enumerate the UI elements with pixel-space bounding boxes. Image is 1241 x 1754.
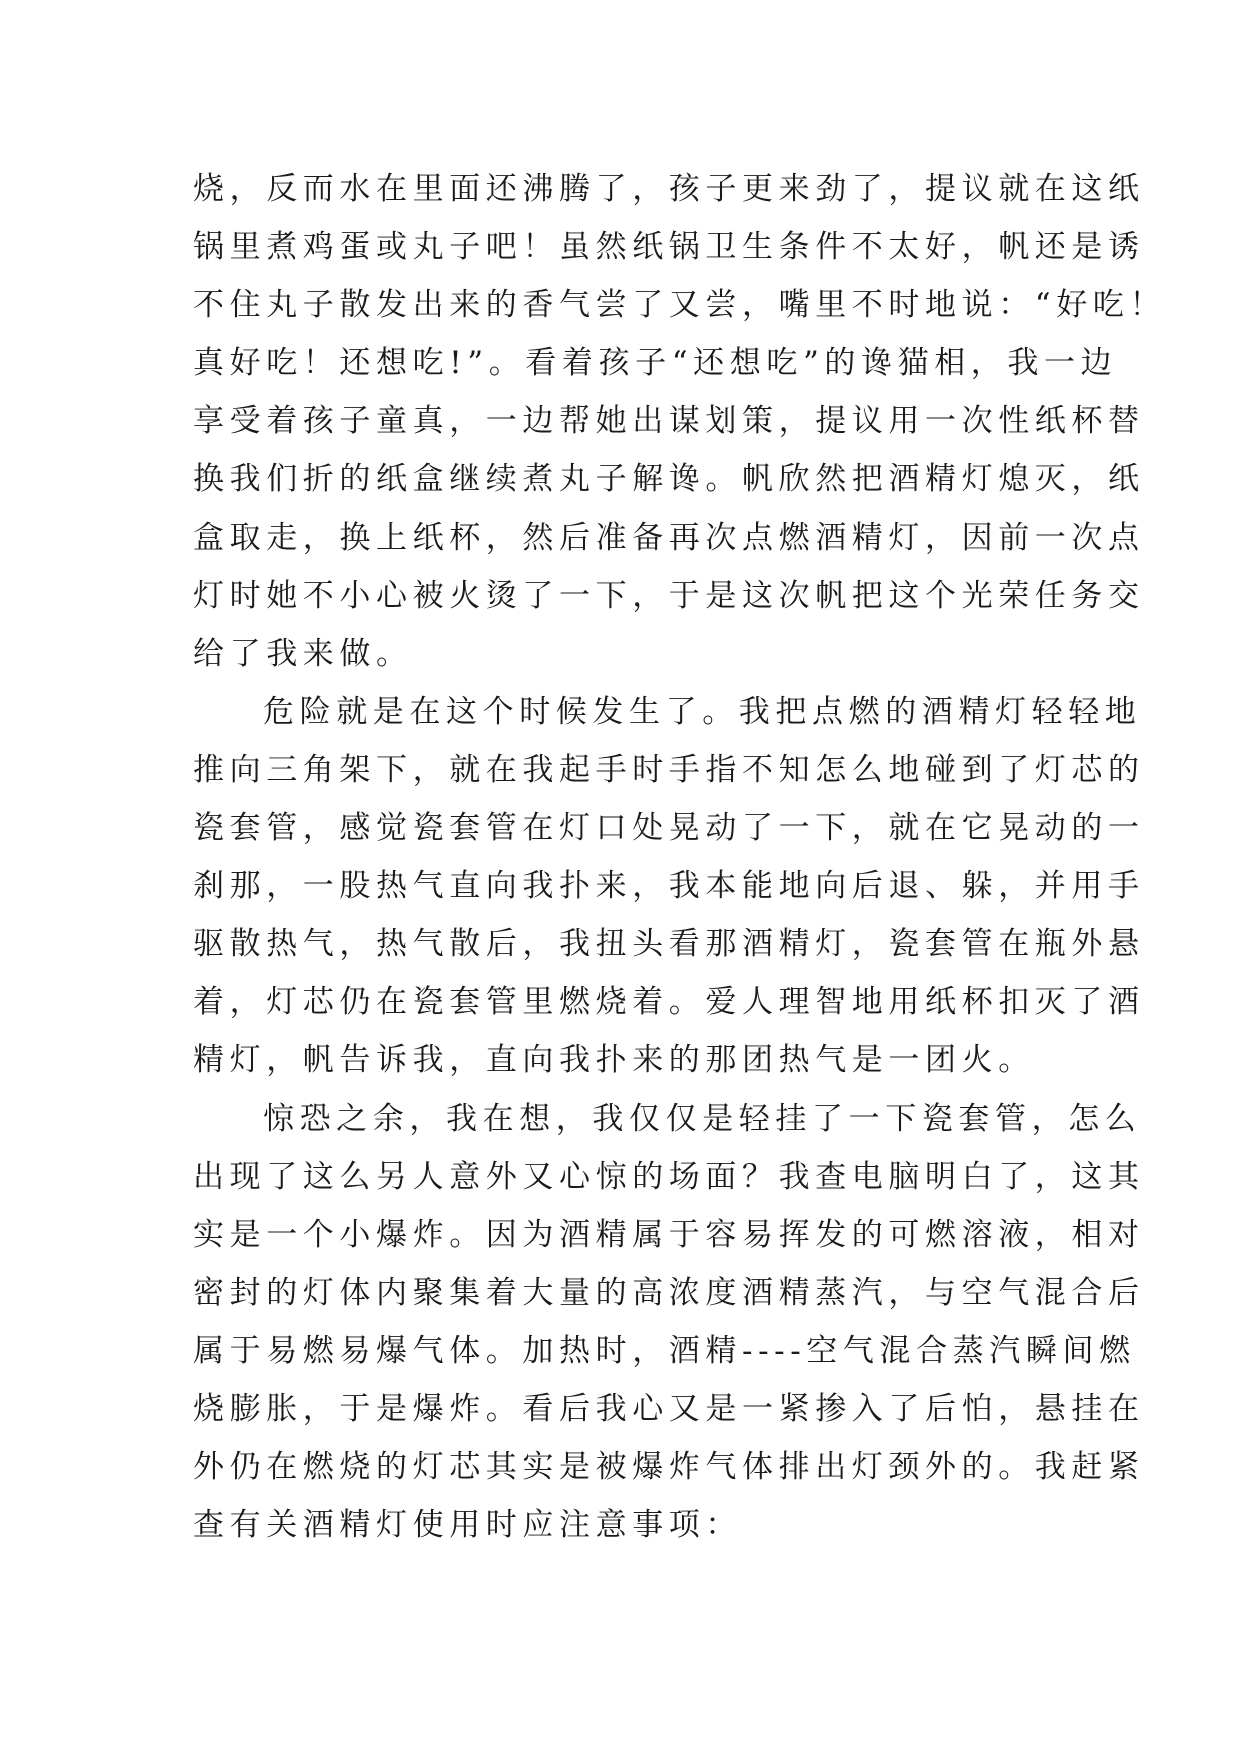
text-line: 密封的灯体内聚集着大量的高浓度酒精蒸汽，与空气混合后 (193, 1274, 1145, 1311)
text-line: 出现了这么另人意外又心惊的场面？我查电脑明白了，这其 (193, 1158, 1145, 1195)
text-line: 外仍在燃烧的灯芯其实是被爆炸气体排出灯颈外的。我赶紧 (193, 1449, 1145, 1486)
text-line: 锅里煮鸡蛋或丸子吧！虽然纸锅卫生条件不太好，帆还是诱 (193, 229, 1145, 266)
text-line: 危险就是在这个时候发生了。我把点燃的酒精灯轻轻地 (263, 693, 1142, 730)
text-line: 属于易燃易爆气体。加热时，酒精----空气混合蒸汽瞬间燃 (193, 1332, 1136, 1369)
paragraph-2 (193, 683, 1145, 1090)
text-line: 给了我来做。 (193, 635, 413, 672)
text-line: 不住丸子散发出来的香气尝了又尝，嘴里不时地说：“好吃！ (193, 287, 1167, 324)
text-line: 精灯，帆告诉我，直向我扑来的那团热气是一团火。 (193, 1042, 1035, 1079)
text-line: 着，灯芯仍在瓷套管里燃烧着。爱人理智地用纸杯扣灭了酒 (193, 984, 1145, 1021)
text-line: 惊恐之余，我在想，我仅仅是轻挂了一下瓷套管，怎么 (263, 1100, 1142, 1137)
text-line: 享受着孩子童真，一边帮她出谋划策，提议用一次性纸杯替 (193, 403, 1145, 440)
paragraph-1 (193, 160, 1167, 683)
text-line: 刹那，一股热气直向我扑来，我本能地向后退、躲，并用手 (193, 868, 1145, 905)
text-line: 真好吃！还想吃!”。看着孩子“还想吃”的谗猫相，我一边 (193, 345, 1118, 382)
text-line: 驱散热气，热气散后，我扭头看那酒精灯，瓷套管在瓶外悬 (193, 926, 1145, 963)
paragraph-3 (193, 1090, 1145, 1555)
text-line: 烧，反而水在里面还沸腾了，孩子更来劲了，提议就在这纸 (193, 171, 1145, 207)
text-line: 查有关酒精灯使用时应注意事项： (193, 1507, 742, 1544)
text-line: 烧膨胀，于是爆炸。看后我心又是一紧掺入了后怕，悬挂在 (193, 1390, 1145, 1427)
body-text (193, 160, 1167, 1554)
text-line: 瓷套管，感觉瓷套管在灯口处晃动了一下，就在它晃动的一 (193, 810, 1145, 847)
text-line: 推向三角架下，就在我起手时手指不知怎么地碰到了灯芯的 (193, 751, 1145, 788)
text-line: 换我们折的纸盒继续煮丸子解谗。帆欣然把酒精灯熄灭，纸 (193, 461, 1145, 498)
text-line: 灯时她不小心被火烫了一下，于是这次帆把这个光荣任务交 (193, 577, 1145, 614)
text-line: 盒取走，换上纸杯，然后准备再次点燃酒精灯，因前一次点 (193, 519, 1145, 556)
text-line: 实是一个小爆炸。因为酒精属于容易挥发的可燃溶液，相对 (193, 1216, 1145, 1253)
